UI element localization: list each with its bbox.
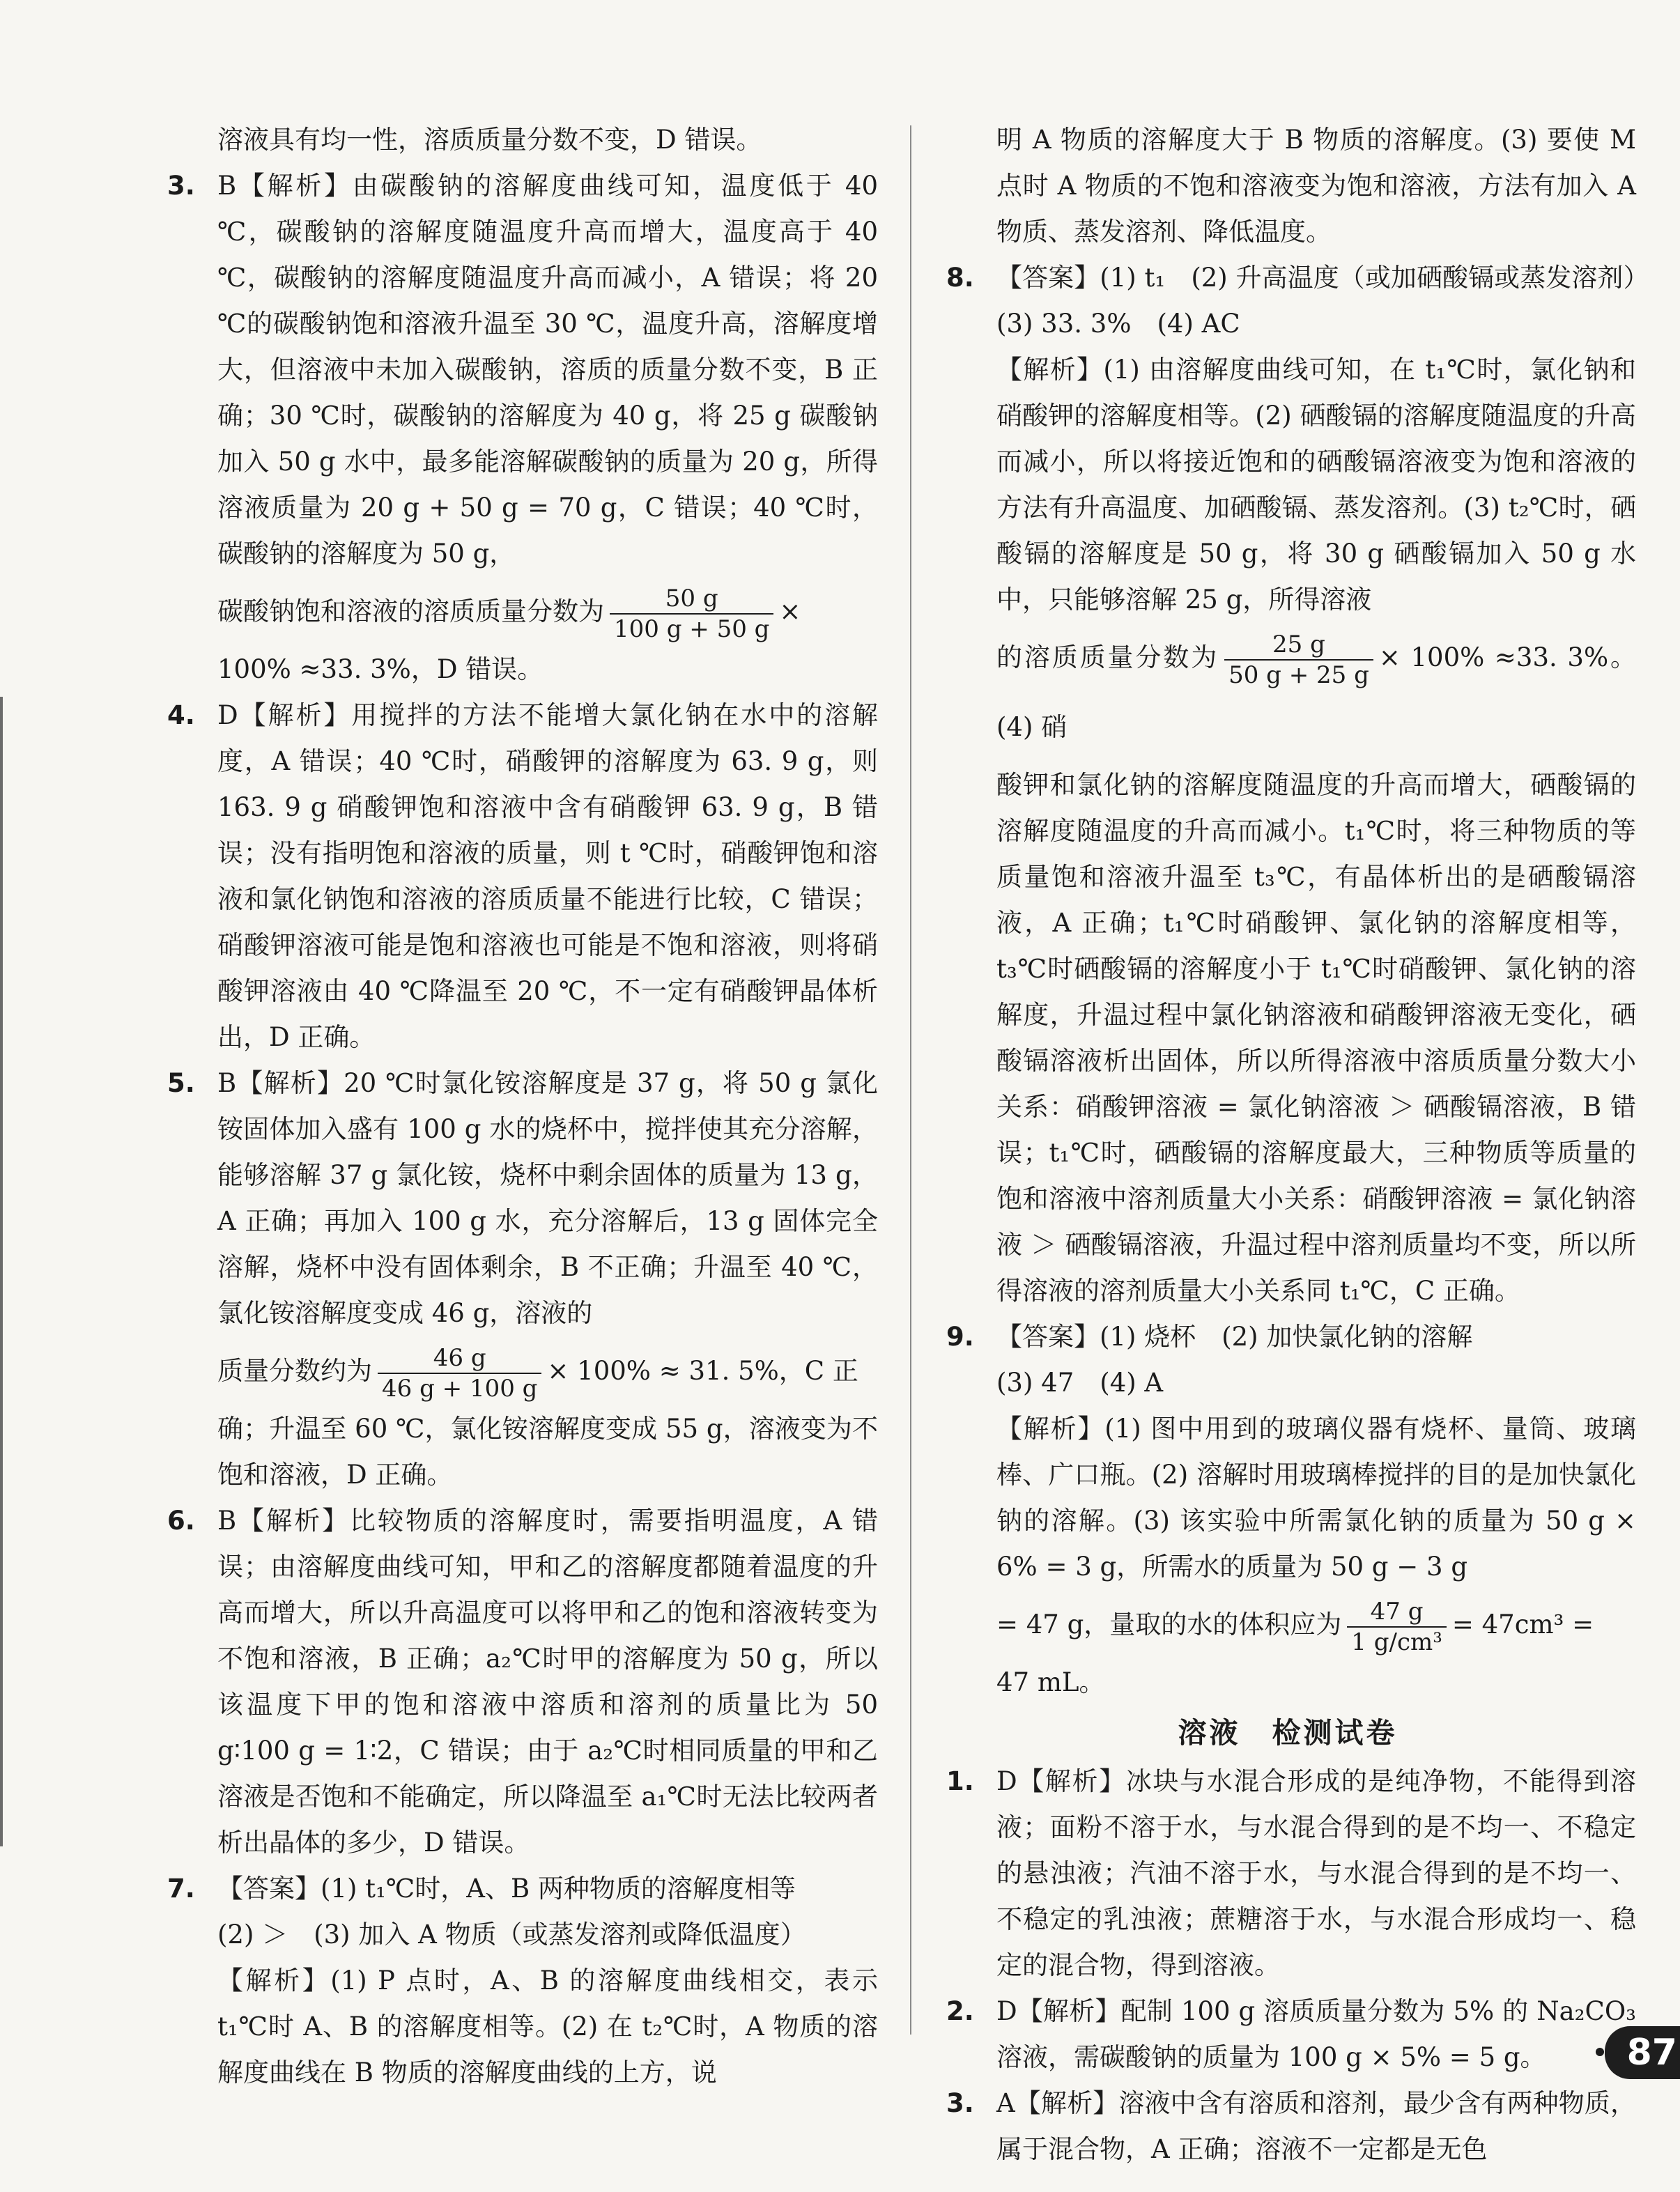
answer-line: (3) 47 (4) A [996,1368,1164,1398]
item-text: D【解析】用搅拌的方法不能增大氯化钠在水中的溶解度，A 错误；40 ℃时，硝酸钾的溶解度为 63. 9 g，则 163. 9 g 硝酸钾饱和溶液中含有硝酸钾 63. 9 g，B 错误；没有指明饱和溶液的质量，则 t ℃时，硝酸钾饱和溶液和氯化钠饱和溶液的溶质质量不能进行比较，C 错误；硝酸钾溶液可能是饱和溶液也可能是不饱和溶液，则将硝酸钾溶液由 40 ℃降温至 20 ℃，不一定有硝酸钾晶体析出，D 正确。 [217,700,878,1052]
fraction-suffix: × [779,596,801,626]
page-number: 87 [1605,2026,1680,2079]
item-tail: 100% ≈33. 3%，D 错误。 [217,654,544,684]
item-number: 5. [167,1068,195,1098]
item-number: 3. [946,2088,974,2118]
item-number: 3. [167,171,195,201]
test-item-2 [939,1989,1636,2081]
fraction-line [996,623,1636,762]
fraction-denominator: 100 g + 50 g [610,613,773,644]
analysis-text: 【解析】(1) 由溶解度曲线可知，在 t₁℃时，氯化钠和硝酸钾的溶解度相等。(2) 硒酸镉的溶解度随温度的升高而减小，所以将接近饱和的硒酸镉溶液变为饱和溶液的方法有升高温度、加硒酸镉、蒸发溶剂。(3) t₂℃时，硒酸镉的溶解度是 50 g，将 30 g 硒酸镉加入 50 g 水中，只能够溶解 25 g，所得溶液 [996,355,1636,615]
test-item-1 [939,1759,1636,1989]
item-number: 9. [946,1322,974,1352]
analysis-text: 【解析】(1) 图中用到的玻璃仪器有烧杯、量筒、玻璃棒、广口瓶。(2) 溶解时用玻璃棒搅拌的目的是加快氯化钠的溶解。(3) 该实验中所需氯化钠的质量为 50 g × 6% = 3 g，所需水的质量为 50 g − 3 g [996,1414,1636,1582]
answer-item-9 [939,1314,1636,1706]
fraction-line [217,1336,878,1406]
fraction-numerator: 25 g [1272,630,1325,658]
item-tail: 47 mL。 [996,1667,1105,1697]
fraction-suffix: × 100% ≈ 31. 5%，C 正 [547,1356,858,1386]
item-text: B【解析】由碳酸钠的溶解度曲线可知，温度低于 40 ℃，碳酸钠的溶解度随温度升高而增大，温度高于 40 ℃，碳酸钠的溶解度随温度升高而减小，A 错误；将 20 ℃的碳酸钠饱和溶液升温至 30 ℃，温度升高，溶解度增大，但溶液中未加入碳酸钠，溶质的质量分数不变，B 正确；30 ℃时，碳酸钠的溶解度为 40 g，将 25 g 碳酸钠加入 50 g 水中，最多能溶解碳酸钠的质量为 20 g，所得溶液质量为 20 g + 50 g = 70 g，C 错误；40 ℃时，碳酸钠的溶解度为 50 g， [217,171,878,569]
answer-line: 【答案】(1) t₁ (2) 升高温度（或加硒酸镉或蒸发溶剂） (3) 33. 3% (4) AC [996,263,1662,339]
answer-item-7 [160,1866,878,2096]
fraction [1347,1597,1447,1657]
item-number: 8. [946,263,974,293]
fraction-line [217,577,878,647]
item-number: 1. [946,1766,974,1796]
answer-item-8 [939,255,1662,1314]
fraction-suffix: × 100% ≈33. 3%。(4) 硝 [996,642,1637,742]
item-text: D【解析】配制 100 g 溶质质量分数为 5% 的 Na₂CO₃ 溶液，需碳酸钠的质量为 100 g × 5% = 5 g。 [996,1996,1636,2072]
item-number: 4. [167,700,195,730]
fraction-prefix: 的溶质质量分数为 [996,642,1219,672]
item-number: 2. [946,1996,974,2026]
fraction [1224,630,1373,690]
fraction-numerator: 50 g [665,584,718,612]
item-text: B【解析】比较物质的溶解度时，需要指明温度，A 错误；由溶解度曲线可知，甲和乙的溶解度都随着温度的升高而增大，所以升高温度可以将甲和乙的饱和溶液转变为不饱和溶液，B 正确；a₂℃时甲的溶解度为 50 g，所以该温度下甲的饱和溶液中溶质和溶剂的质量比为 50 g∶100 g = 1∶2，C 错误；由于 a₂℃时相同质量的甲和乙溶液是否饱和不能确定，所以降温至 a₁℃时无法比较两者析出晶体的多少，D 错误。 [217,1506,878,1858]
page-dot [1596,2048,1604,2056]
scan-edge [0,697,3,1846]
answer-item-4 [160,693,878,1060]
section-title: 溶液 检测试卷 [1178,1716,1398,1750]
item-text: A【解析】溶液中含有溶质和溶剂，最少含有两种物质，属于混合物，A 正确；溶液不一定都是无色 [996,2088,1636,2164]
item-number: 6. [167,1506,195,1536]
fraction-suffix: = 47cm³ = [1451,1610,1594,1639]
fraction [378,1343,541,1403]
item-line: (2) ＞ (3) 加入 A 物质（或蒸发溶剂或降低温度） [217,1920,806,1950]
fraction-denominator: 1 g/cm³ [1347,1626,1447,1657]
fraction-prefix: 碳酸钠饱和溶液的溶质质量分数为 [217,596,604,626]
column-divider [910,125,911,2035]
fraction-prefix: 质量分数约为 [217,1356,372,1386]
answer-item-5 [160,1060,878,1498]
left-column [160,117,878,2096]
fraction-prefix: = 47 g，量取的水的体积应为 [996,1610,1342,1639]
answer-item-6 [160,1498,878,1866]
item-tail: 确；升温至 60 ℃，氯化铵溶解度变成 55 g，溶液变为不饱和溶液，D 正确。 [217,1414,878,1490]
item-text: D【解析】冰块与水混合形成的是纯净物，不能得到溶液；面粉不溶于水，与水混合得到的是不均一、不稳定的悬浊液；汽油不溶于水，与水混合得到的是不均一、不稳定的乳浊液；蔗糖溶于水，与水混合形成均一、稳定的混合物，得到溶液。 [996,1766,1636,1980]
test-item-3 [939,2081,1636,2172]
item-line: 【解析】(1) P 点时，A、B 的溶解度曲线相交，表示 t₁℃时 A、B 的溶解度相等。(2) 在 t₂℃时，A 物质的溶解度曲线在 B 物质的溶解度曲线的上方，说 [217,1966,878,2087]
fraction-numerator: 46 g [433,1343,486,1372]
item-number: 7. [167,1874,195,1904]
fraction [610,584,773,644]
fraction-line [996,1590,1636,1660]
item-text: B【解析】20 ℃时氯化铵溶解度是 37 g，将 50 g 氯化铵固体加入盛有 100 g 水的烧杯中，搅拌使其充分溶解，能够溶解 37 g 氯化铵，烧杯中剩余固体的质量为 13 g，A 正确；再加入 100 g 水，充分溶解后，13 g 固体完全溶解，烧杯中没有固体剩余，B 不正确；升温至 40 ℃，氯化铵溶解度变成 46 g，溶液的 [217,1068,878,1328]
fraction-denominator: 46 g + 100 g [378,1373,541,1403]
continuation-text: 明 A 物质的溶解度大于 B 物质的溶解度。(3) 要使 M 点时 A 物质的不饱和溶液变为饱和溶液，方法有加入 A 物质、蒸发溶剂、降低温度。 [996,125,1636,247]
answer-line: 【答案】(1) 烧杯 (2) 加快氯化钠的溶解 [996,1322,1473,1352]
fraction-numerator: 47 g [1370,1597,1424,1626]
item-text: 【答案】(1) t₁℃时，A、B 两种物质的溶解度相等 [217,1874,796,1904]
fraction-denominator: 50 g + 25 g [1224,659,1373,690]
continuation-text: 溶液具有均一性，溶质质量分数不变，D 错误。 [217,125,762,155]
item-tail: 酸钾和氯化钠的溶解度随温度的升高而增大，硒酸镉的溶解度随温度的升高而减小。t₁℃时，将三种物质的等质量饱和溶液升温至 t₃℃，有晶体析出的是硒酸镉溶液，A 正确；t₁℃时硝酸钾、氯化钠的溶解度相等，t₃℃时硒酸镉的溶解度小于 t₁℃时硝酸钾、氯化钠的溶解度，升温过程中氯化钠溶液和硝酸钾溶液无变化，硒酸镉溶液析出固体，所以所得溶液中溶质质量分数大小关系：硝酸钾溶液 = 氯化钠溶液 ＞ 硒酸镉溶液，B 错误；t₁℃时，硒酸镉的溶解度最大，三种物质等质量的饱和溶液中溶剂质量大小关系：硝酸钾溶液 = 氯化钠溶液 ＞ 硒酸镉溶液，升温过程中溶剂质量均不变，所以所得溶液的溶剂质量大小关系同 t₁℃，C 正确。 [996,770,1636,1306]
answer-item-3 [160,163,878,693]
